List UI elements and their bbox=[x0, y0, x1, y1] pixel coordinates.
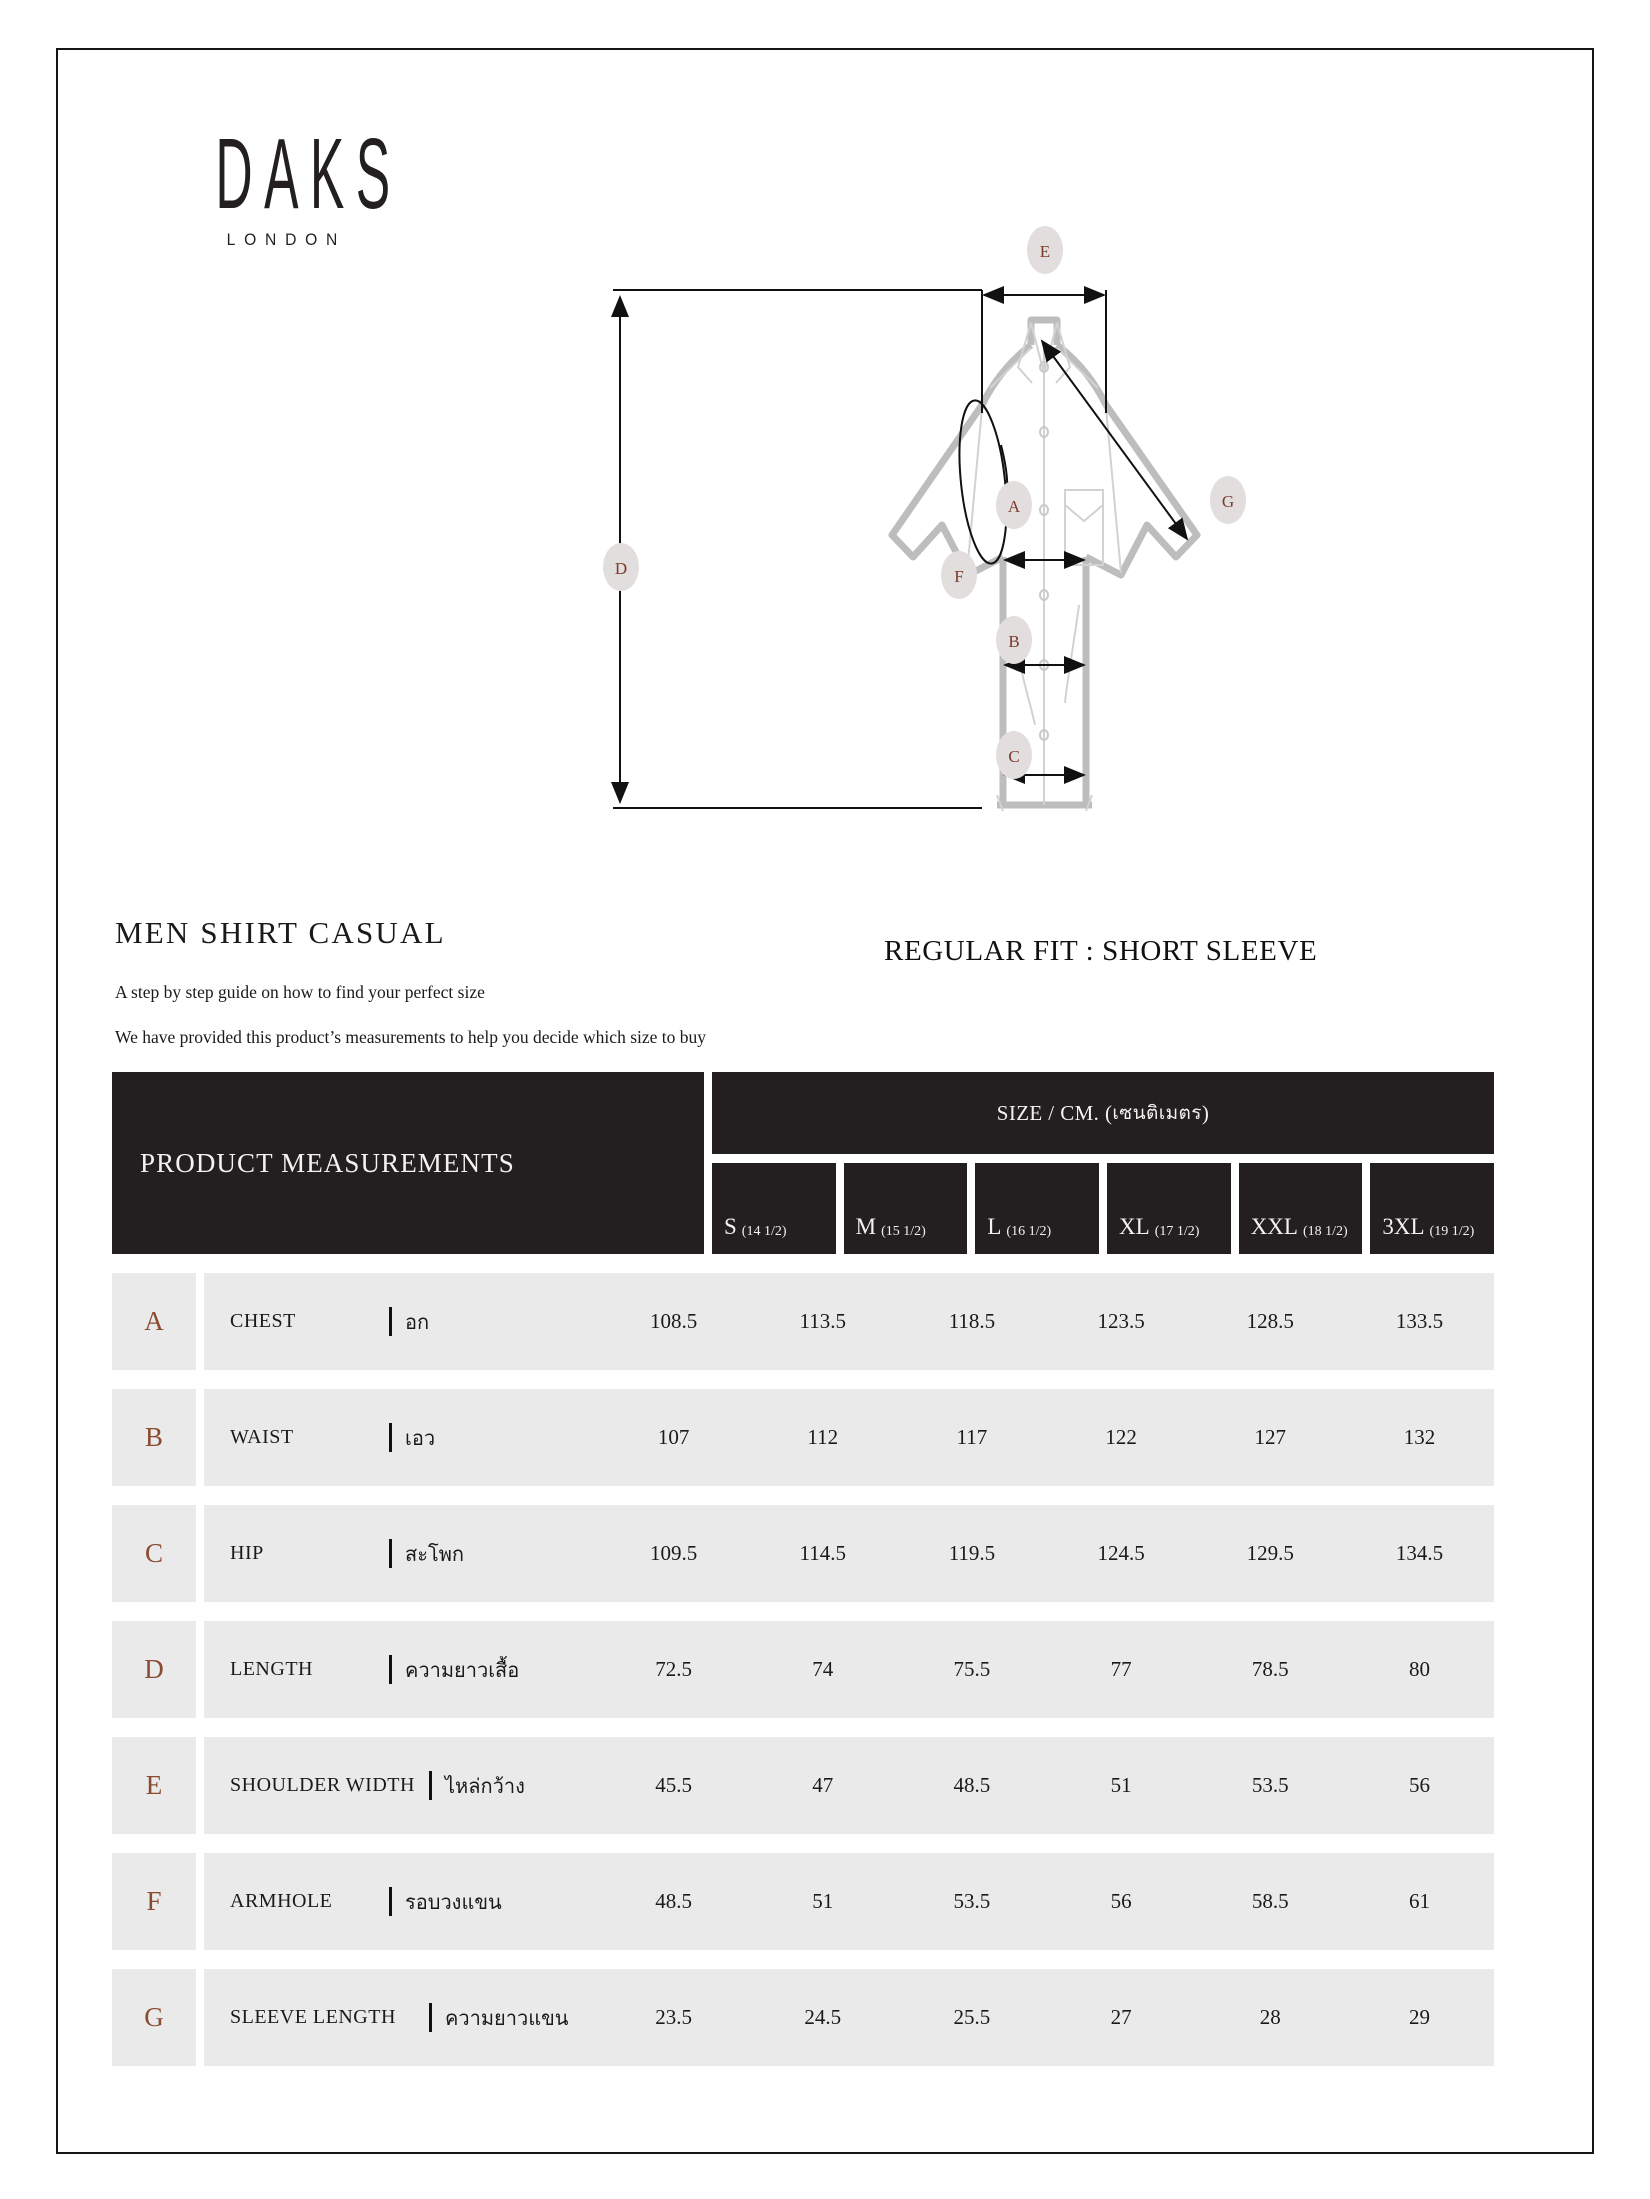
measurement-name-th: สะโพก bbox=[405, 1541, 464, 1566]
table-row bbox=[112, 1273, 1494, 1370]
table-row bbox=[112, 1389, 1494, 1486]
divider-bar-icon bbox=[429, 2003, 432, 2032]
measurement-values bbox=[599, 1425, 1494, 1450]
measurement-value: 122 bbox=[1105, 1425, 1137, 1449]
size-code: XXL bbox=[1250, 1214, 1298, 1239]
measurement-values bbox=[599, 1657, 1494, 1682]
table-row bbox=[112, 1853, 1494, 1950]
divider-bar-icon bbox=[389, 1539, 392, 1568]
measurement-name-th: อก bbox=[405, 1309, 430, 1334]
size-code: 3XL bbox=[1382, 1214, 1425, 1239]
table-body bbox=[112, 1273, 1494, 2066]
row-body bbox=[204, 1273, 1494, 1370]
measurement-value: 56 bbox=[1408, 1773, 1430, 1797]
measurement-value: 128.5 bbox=[1246, 1309, 1294, 1333]
table-row bbox=[112, 1621, 1494, 1718]
measurement-value: 109.5 bbox=[649, 1541, 698, 1565]
size-neck: (17 1/2) bbox=[1154, 1224, 1200, 1239]
measurement-value: 107 bbox=[657, 1425, 690, 1449]
measurement-value: 74 bbox=[812, 1657, 834, 1681]
measurement-name-th-group bbox=[389, 1306, 599, 1338]
svg-text:D: D bbox=[614, 559, 628, 578]
measurement-value: 45.5 bbox=[655, 1773, 692, 1797]
row-letter-badge: B bbox=[112, 1389, 196, 1486]
measurement-name-th-group bbox=[429, 1770, 599, 1802]
size-neck: (18 1/2) bbox=[1302, 1224, 1348, 1239]
measurement-name-en: LENGTH bbox=[230, 1658, 313, 1680]
row-body bbox=[204, 1389, 1494, 1486]
svg-text:F: F bbox=[954, 567, 964, 586]
svg-text:C: C bbox=[1008, 747, 1020, 766]
size-header-m bbox=[844, 1163, 968, 1254]
brand-logo bbox=[152, 118, 412, 250]
table-row bbox=[112, 1969, 1494, 2066]
measurements-table bbox=[112, 1072, 1494, 2066]
measurement-value: 24.5 bbox=[804, 2005, 842, 2029]
measurement-values bbox=[599, 1889, 1494, 1914]
measurement-values bbox=[599, 2005, 1494, 2030]
fit-caption: REGULAR FIT : SHORT SLEEVE bbox=[884, 935, 1318, 967]
divider-bar-icon bbox=[389, 1423, 392, 1452]
size-neck: (14 1/2) bbox=[741, 1224, 787, 1239]
measurement-name-th: ความยาวแขน bbox=[445, 2005, 569, 2030]
size-header-3xl bbox=[1370, 1163, 1494, 1254]
row-letter-badge: G bbox=[112, 1969, 196, 2066]
measurement-value: 29 bbox=[1408, 2005, 1430, 2029]
size-banner-close: ) bbox=[1201, 1100, 1210, 1125]
size-neck: (15 1/2) bbox=[881, 1224, 926, 1239]
measurement-value: 77 bbox=[1110, 1657, 1132, 1681]
measurement-value: 23.5 bbox=[655, 2005, 692, 2029]
svg-text:B: B bbox=[1008, 632, 1020, 651]
size-banner bbox=[712, 1072, 1494, 1154]
measurement-value: 27 bbox=[1110, 2005, 1132, 2029]
size-banner-text: SIZE / CM. ( bbox=[996, 1100, 1113, 1125]
size-neck: (19 1/2) bbox=[1429, 1224, 1475, 1239]
measurement-value: 118.5 bbox=[948, 1309, 996, 1333]
subtitle-line-2: We have provided this product’s measurements to help you decide which size to buy bbox=[115, 1027, 707, 1047]
svg-text:E: E bbox=[1039, 242, 1051, 261]
page-title: MEN SHIRT CASUAL bbox=[115, 915, 446, 950]
measurement-value: 119.5 bbox=[948, 1541, 996, 1565]
row-body bbox=[204, 1969, 1494, 2066]
measurement-value: 123.5 bbox=[1097, 1309, 1145, 1333]
shirt-diagram bbox=[614, 105, 1355, 925]
measurement-value: 108.5 bbox=[649, 1309, 698, 1333]
measurement-name-en: SLEEVE LENGTH bbox=[230, 2006, 396, 2028]
table-header-row bbox=[112, 1072, 1494, 1254]
brand-name: DAKS bbox=[215, 118, 402, 231]
row-body bbox=[204, 1621, 1494, 1718]
measurement-name-th: ไหล่กว้าง bbox=[445, 1773, 525, 1798]
measurement-value: 132 bbox=[1403, 1425, 1436, 1449]
measurement-name-en: CHEST bbox=[230, 1310, 296, 1332]
size-code: S bbox=[724, 1214, 737, 1239]
measurement-value: 53.5 bbox=[953, 1889, 991, 1913]
size-header-l bbox=[975, 1163, 1099, 1254]
measurement-value: 25.5 bbox=[953, 2005, 991, 2029]
measurement-value: 47 bbox=[812, 1773, 834, 1797]
row-body bbox=[204, 1737, 1494, 1834]
measurement-value: 53.5 bbox=[1251, 1773, 1289, 1797]
divider-bar-icon bbox=[389, 1655, 392, 1684]
measurement-value: 113.5 bbox=[799, 1309, 846, 1333]
measurement-value: 48.5 bbox=[655, 1889, 692, 1913]
table-row bbox=[112, 1505, 1494, 1602]
measurement-values bbox=[599, 1541, 1494, 1566]
row-letter-badge: D bbox=[112, 1621, 196, 1718]
measurement-name-th-group bbox=[389, 1538, 599, 1570]
measurement-value: 56 bbox=[1110, 1889, 1132, 1913]
measurement-value: 133.5 bbox=[1395, 1309, 1444, 1333]
measurement-value: 112 bbox=[807, 1425, 839, 1449]
size-header-xxl bbox=[1239, 1163, 1363, 1254]
measurement-name-th-group bbox=[389, 1654, 599, 1686]
size-banner-thai: เซนติเมตร bbox=[1112, 1102, 1202, 1124]
size-header-xl bbox=[1107, 1163, 1231, 1254]
measurement-value: 28 bbox=[1259, 2005, 1281, 2029]
product-measurements-header bbox=[112, 1072, 704, 1254]
measurement-values bbox=[599, 1773, 1494, 1798]
measurement-value: 75.5 bbox=[953, 1657, 991, 1681]
subtitle-line-1: A step by step guide on how to find your perfect size bbox=[115, 982, 485, 1002]
divider-bar-icon bbox=[389, 1307, 392, 1336]
row-body bbox=[204, 1505, 1494, 1602]
brand-city: LONDON bbox=[226, 229, 347, 249]
row-body bbox=[204, 1853, 1494, 1950]
svg-text:G: G bbox=[1221, 492, 1235, 511]
size-code: XL bbox=[1119, 1214, 1150, 1239]
measurement-name-th-group bbox=[389, 1422, 599, 1454]
measurement-value: 117 bbox=[956, 1425, 988, 1449]
measurement-value: 114.5 bbox=[799, 1541, 846, 1565]
row-letter-badge: A bbox=[112, 1273, 196, 1370]
size-column-headers bbox=[712, 1163, 1494, 1254]
size-header-s bbox=[712, 1163, 836, 1254]
measurement-name-th: เอว bbox=[405, 1425, 436, 1450]
size-code: M bbox=[855, 1214, 877, 1239]
row-letter-badge: E bbox=[112, 1737, 196, 1834]
row-letter-badge: C bbox=[112, 1505, 196, 1602]
size-neck: (16 1/2) bbox=[1006, 1224, 1052, 1239]
measurement-name-th-group bbox=[429, 2002, 599, 2034]
measurement-name-th: รอบวงแขน bbox=[405, 1889, 502, 1914]
measurement-value: 58.5 bbox=[1251, 1889, 1289, 1913]
svg-text:A: A bbox=[1007, 497, 1021, 516]
measurement-value: 61 bbox=[1408, 1889, 1430, 1913]
measurement-values bbox=[599, 1309, 1494, 1334]
measurement-value: 48.5 bbox=[953, 1773, 991, 1797]
measurement-name-en: ARMHOLE bbox=[230, 1890, 333, 1912]
product-measurements-label: PRODUCT MEASUREMENTS bbox=[140, 1147, 515, 1178]
measurement-name-th: ความยาวเสื้อ bbox=[405, 1657, 520, 1682]
measurement-value: 134.5 bbox=[1395, 1541, 1444, 1565]
measurement-name-en: WAIST bbox=[230, 1426, 294, 1448]
measurement-value: 72.5 bbox=[655, 1657, 692, 1681]
measurement-value: 127 bbox=[1254, 1425, 1287, 1449]
table-row bbox=[112, 1737, 1494, 1834]
measurement-value: 129.5 bbox=[1246, 1541, 1294, 1565]
measurement-name-th-group bbox=[389, 1886, 599, 1918]
measurement-value: 51 bbox=[1110, 1773, 1132, 1797]
row-letter-badge: F bbox=[112, 1853, 196, 1950]
measurement-value: 51 bbox=[812, 1889, 834, 1913]
measurement-name-en: HIP bbox=[230, 1542, 264, 1564]
measurement-name-en: SHOULDER WIDTH bbox=[230, 1774, 415, 1796]
size-code: L bbox=[987, 1214, 1002, 1239]
measurement-value: 78.5 bbox=[1251, 1657, 1289, 1681]
measurement-value: 124.5 bbox=[1097, 1541, 1145, 1565]
measurement-value: 80 bbox=[1408, 1657, 1430, 1681]
divider-bar-icon bbox=[389, 1887, 392, 1916]
divider-bar-icon bbox=[429, 1771, 432, 1800]
